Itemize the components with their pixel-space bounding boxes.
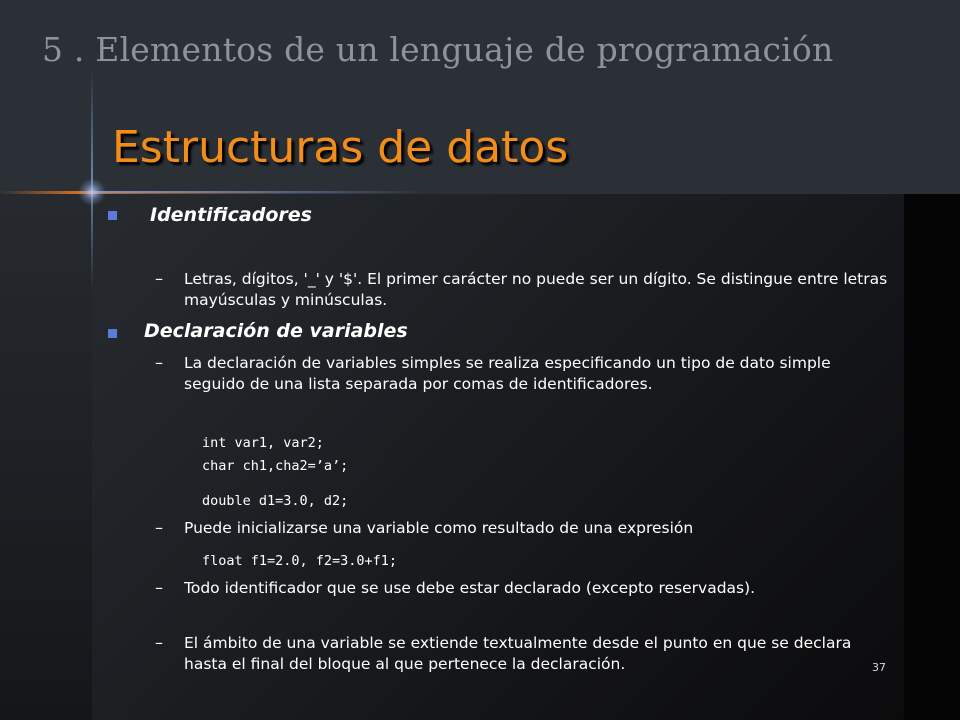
section-title: 5 . Elementos de un lenguaje de programación [42,30,834,69]
code-line: float f1=2.0, f2=3.0+f1; [202,553,398,569]
sub-item-declaracion-simple: La declaración de variables simples se realiza especificando un tipo de dato simple seguido de una lista separada por comas de identificadores. [184,354,831,393]
page-number: 37 [872,661,886,674]
bullet-heading-declaracion: Declaración de variables [144,320,408,342]
code-line: int var1, var2; [202,435,324,451]
bullet-square-icon [108,211,117,220]
bullet-heading-identificadores: Identificadores [150,204,312,226]
left-decor-strip [0,194,92,720]
code-line: char ch1,cha2=’a’; [202,458,349,474]
accent-glow [78,178,106,206]
sub-item-declarado: Todo identificador que se use debe estar declarado (excepto reservadas). [184,579,756,597]
sub-bullet-dash: – [155,633,163,652]
slide-title: Estructuras de datos [112,122,569,173]
sub-item-ambito: El ámbito de una variable se extiende textualmente desde el punto en que se declara hasta el final del bloque al que pertenece la declaración. [184,634,852,673]
sub-bullet-dash: – [155,353,163,372]
right-decor-strip [904,194,960,720]
sub-bullet-dash: – [155,269,163,288]
code-line: double d1=3.0, d2; [202,493,349,509]
sub-bullet-dash: – [155,518,163,537]
bullet-square-icon [108,329,117,338]
horizontal-blue-line [95,191,425,193]
sub-item-inicializacion: Puede inicializarse una variable como resultado de una expresión [184,519,694,537]
sub-bullet-dash: – [155,578,163,597]
sub-item-identificadores-rules: Letras, dígitos, '_' y '$'. El primer carácter no puede ser un dígito. Se distingue entre letras mayúsculas y minúsculas. [184,270,888,309]
